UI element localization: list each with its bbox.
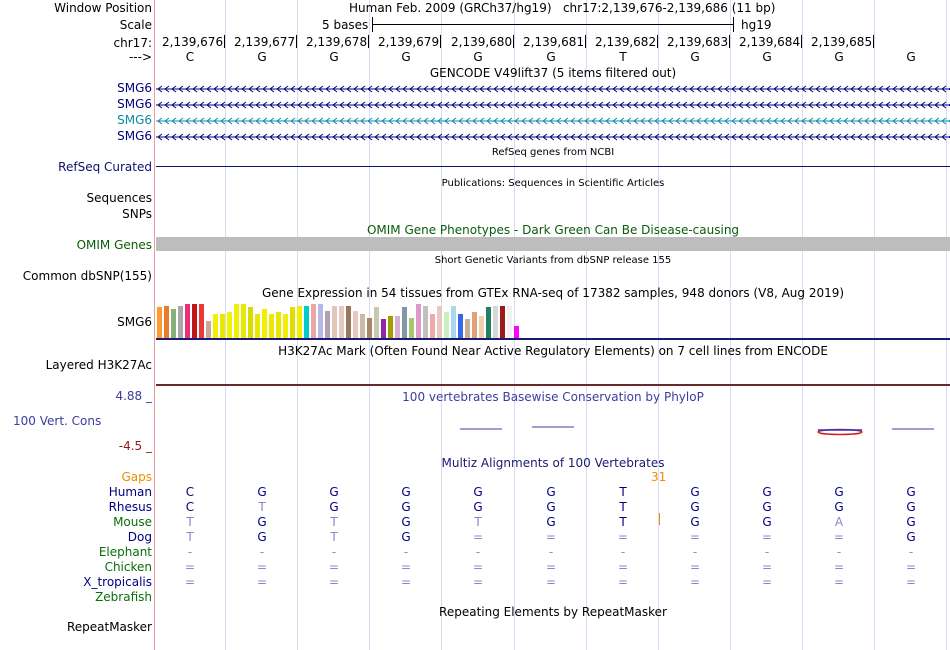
aligned-base: T [186,530,194,544]
gtex-tissue-bar[interactable] [493,306,498,338]
gtex-tissue-bar[interactable] [465,319,470,338]
gencode-gene-label[interactable]: SMG6 [117,113,152,127]
aligned-base: G [257,530,267,544]
gtex-tissue-bar[interactable] [206,321,211,338]
aligned-base: - [836,545,842,559]
gtex-tissue-bar[interactable] [353,311,358,338]
aligned-base: = [472,560,484,574]
aligned-base: G [401,500,411,514]
aligned-base: - [403,545,409,559]
gtex-tissue-bar[interactable] [220,314,225,338]
gtex-tissue-bar[interactable] [500,306,505,338]
aligned-base: - [187,545,193,559]
reference-base: T [619,50,627,64]
position-tick-mark [585,35,586,48]
gtex-tissue-bar[interactable] [269,314,274,338]
aligned-base: - [331,545,337,559]
aligned-base: G [762,500,772,514]
aligned-base: = [184,575,196,589]
gtex-tissue-bar[interactable] [423,306,428,338]
gtex-tissue-bar[interactable] [164,306,169,338]
gtex-tissue-bar[interactable] [234,304,239,338]
scale-label: Scale [119,18,152,32]
aligned-base: = [689,575,701,589]
gtex-tissue-bar[interactable] [472,312,477,338]
gtex-tissue-bar[interactable] [297,306,302,338]
refseq-gene-line[interactable] [156,166,950,167]
gtex-tissue-bar[interactable] [311,304,316,338]
gtex-tissue-bar[interactable] [178,306,183,338]
reference-base: C [185,50,195,64]
scale-bar-left-end [372,17,373,32]
gtex-baseline [156,338,950,340]
aligned-base: = [328,560,340,574]
aligned-base: = [545,560,557,574]
aligned-base: = [617,575,629,589]
omim-track-label[interactable]: OMIM Genes [76,238,152,252]
aligned-base: T [258,500,266,514]
aligned-base: = [400,560,412,574]
species-label[interactable]: Human [108,485,152,499]
gtex-tissue-bar[interactable] [388,316,393,338]
aligned-base: G [834,500,844,514]
aligned-base: = [184,560,196,574]
aligned-base: T [186,515,194,529]
gtex-tissue-bar[interactable] [395,316,400,338]
aligned-base: = [905,560,917,574]
repeatmasker-track-label[interactable]: RepeatMasker [66,620,152,634]
species-label[interactable]: Chicken [104,560,152,574]
gencode-gene-track[interactable] [156,82,950,96]
aligned-base: = [761,560,773,574]
aligned-base: - [620,545,626,559]
scale-text: 5 bases [322,18,369,32]
aligned-base: G [546,500,556,514]
gtex-gene-label[interactable]: SMG6 [117,315,152,329]
gtex-track-title: Gene Expression in 54 tissues from GTEx RNA-seq of 17382 samples, 948 donors (V8, Aug 2019) [261,286,845,300]
gtex-tissue-bar[interactable] [318,304,323,338]
position-tick-label: 2,139,684 [739,35,801,49]
gtex-tissue-bar[interactable] [227,312,232,338]
phylop-ymax-label: 4.88 _ [115,389,152,403]
h3k27ac-track-title: H3K27Ac Mark (Often Found Near Active Regulatory Elements) on 7 cell lines from ENCODE [278,344,828,358]
position-tick-label: 2,139,678 [306,35,368,49]
aligned-base: - [259,545,265,559]
gtex-tissue-bar[interactable] [171,309,176,338]
aligned-base: = [833,530,845,544]
aligned-base: = [833,575,845,589]
gencode-gene-label[interactable]: SMG6 [117,129,152,143]
aligned-base: = [400,575,412,589]
gencode-gene-track[interactable] [156,130,950,144]
gtex-tissue-bar[interactable] [360,314,365,338]
aligned-base: G [834,485,844,499]
position-tick-mark [729,35,730,48]
repeatmasker-track-title: Repeating Elements by RepeatMasker [439,605,667,619]
reference-base: G [546,50,556,64]
gene-arrow-line [156,130,950,144]
position-tick-label: 2,139,685 [811,35,873,49]
aligned-base: = [545,530,557,544]
aligned-base: G [401,515,411,529]
aligned-base: G [329,500,339,514]
aligned-base: = [545,575,557,589]
gtex-tissue-bar[interactable] [346,306,351,338]
gtex-tissue-bar[interactable] [248,307,253,338]
aligned-base: T [330,530,338,544]
aligned-base: T [330,515,338,529]
position-tick-label: 2,139,682 [595,35,657,49]
gtex-tissue-bar[interactable] [458,314,463,338]
aligned-base: G [690,485,700,499]
position-tick-mark [873,35,874,48]
aligned-base: = [905,575,917,589]
position-tick-mark [513,35,514,48]
reference-base: G [257,50,267,64]
aligned-base: G [401,530,411,544]
chrom-label: chr17: [113,36,152,50]
position-tick-mark [440,35,441,48]
reference-base: G [690,50,700,64]
aligned-base: G [906,515,916,529]
aligned-base: G [473,500,483,514]
gtex-tissue-bar[interactable] [192,304,197,338]
aligned-base: = [761,530,773,544]
aligned-base: G [473,485,483,499]
scale-assembly: hg19 [741,18,772,32]
aligned-base: A [834,515,844,529]
aligned-base: - [908,545,914,559]
gtex-tissue-bar[interactable] [241,304,246,338]
scale-bar [372,24,734,25]
position-tick-label: 2,139,680 [451,35,513,49]
gap-marker [659,513,660,525]
phylop-track-title: 100 vertebrates Basewise Conservation by PhyloP [402,390,704,404]
gtex-tissue-bar[interactable] [290,307,295,338]
aligned-base: = [833,560,845,574]
gencode-gene-track[interactable] [156,114,950,128]
gtex-tissue-bar[interactable] [402,307,407,338]
aligned-base: = [689,530,701,544]
aligned-base: G [257,485,267,499]
gencode-gene-track[interactable] [156,98,950,112]
aligned-base: G [257,515,267,529]
gtex-tissue-bar[interactable] [437,306,442,338]
aligned-base: G [906,485,916,499]
aligned-base: G [762,515,772,529]
snps-track-label[interactable]: SNPs [122,207,152,221]
gtex-tissue-bar[interactable] [157,307,162,338]
dbsnp-track-title: Short Genetic Variants from dbSNP release 155 [434,255,672,266]
aligned-base: - [475,545,481,559]
aligned-base: G [546,515,556,529]
reference-base: G [329,50,339,64]
position-tick-label: 2,139,681 [523,35,585,49]
reference-base: G [401,50,411,64]
species-label[interactable]: Rhesus [108,500,152,514]
position-tick-label: 2,139,683 [667,35,729,49]
aligned-base: = [472,575,484,589]
gtex-tissue-bar[interactable] [507,306,512,338]
gtex-tissue-bar[interactable] [381,319,386,338]
h3k27ac-track-label[interactable]: Layered H3K27Ac [45,358,152,372]
gtex-tissue-bar[interactable] [444,312,449,338]
publications-track-title: Publications: Sequences in Scientific Articles [441,178,665,189]
aligned-base: T [619,500,627,514]
gtex-tissue-bar[interactable] [409,318,414,338]
reference-base: G [906,50,916,64]
species-label[interactable]: X_tropicalis [83,575,152,589]
gtex-tissue-bar[interactable] [479,316,484,338]
gtex-tissue-bar[interactable] [304,306,309,338]
aligned-base: C [185,485,195,499]
aligned-base: T [619,515,627,529]
gtex-tissue-bar[interactable] [185,304,190,338]
gene-arrow-line [156,98,950,112]
aligned-base: = [256,575,268,589]
reference-base: G [834,50,844,64]
gtex-tissue-bar[interactable] [451,306,456,338]
gtex-tissue-bar[interactable] [486,307,491,338]
position-tick-mark [801,35,802,48]
aligned-base: = [617,560,629,574]
gtex-tissue-bar[interactable] [374,307,379,338]
position-tick-mark [368,35,369,48]
gencode-gene-label[interactable]: SMG6 [117,81,152,95]
aligned-base: C [185,500,195,514]
species-label[interactable]: Zebrafish [95,590,152,604]
aligned-base: - [764,545,770,559]
gtex-tissue-bar[interactable] [367,318,372,338]
gtex-tissue-bar[interactable] [416,304,421,338]
gtex-tissue-bar[interactable] [325,311,330,338]
position-tick-mark [224,35,225,48]
dbsnp-track-label[interactable]: Common dbSNP(155) [22,269,152,283]
window-position-value: Human Feb. 2009 (GRCh37/hg19) chr17:2,139,676-2,139,686 (11 bp) [349,1,776,15]
aligned-base: = [689,560,701,574]
species-label[interactable]: Mouse [113,515,152,529]
window-position-label: Window Position [54,1,152,15]
omim-track-title: OMIM Gene Phenotypes - Dark Green Can Be Disease-causing [366,223,740,237]
aligned-base: T [619,485,627,499]
gencode-track-title: GENCODE V49lift37 (5 items filtered out) [429,66,677,80]
aligned-base: - [692,545,698,559]
multiz-track-title: Multiz Alignments of 100 Vertebrates [441,456,665,470]
track-label-divider [154,0,155,650]
gencode-gene-label[interactable]: SMG6 [117,97,152,111]
position-tick-mark [657,35,658,48]
refseq-track-label[interactable]: RefSeq Curated [58,160,152,174]
gene-arrow-line [156,114,950,128]
aligned-base: G [401,485,411,499]
aligned-base: = [761,575,773,589]
gtex-tissue-bar[interactable] [262,309,267,338]
gtex-tissue-bar[interactable] [283,314,288,338]
aligned-base: = [472,530,484,544]
gtex-tissue-bar[interactable] [255,314,260,338]
aligned-base: G [906,530,916,544]
species-label[interactable]: Elephant [98,545,152,559]
position-tick-mark [296,35,297,48]
gtex-bar-chart[interactable] [156,300,556,338]
gtex-tissue-bar[interactable] [213,314,218,338]
aligned-base: G [690,500,700,514]
aligned-base: G [329,485,339,499]
position-tick-label: 2,139,677 [234,35,296,49]
aligned-base: = [328,575,340,589]
position-tick-label: 2,139,676 [162,35,224,49]
gtex-tissue-bar[interactable] [199,304,204,338]
phylop-ymin-label: -4.5 _ [118,439,152,453]
gtex-tissue-bar[interactable] [339,306,344,338]
aligned-base: = [617,530,629,544]
gtex-tissue-bar[interactable] [430,314,435,338]
scale-bar-right-end [733,17,734,32]
refseq-track-title: RefSeq genes from NCBI [491,147,615,158]
position-tick-label: 2,139,679 [378,35,440,49]
h3k27ac-baseline [156,384,950,386]
gtex-tissue-bar[interactable] [276,312,281,338]
aligned-base: = [256,560,268,574]
aligned-base: G [546,485,556,499]
aligned-base: G [690,515,700,529]
gaps-label: Gaps [121,470,152,484]
species-label[interactable]: Dog [127,530,152,544]
omim-gene-bar[interactable] [156,237,950,251]
phylop-signal[interactable] [156,420,950,440]
aligned-base: G [762,485,772,499]
gtex-tissue-bar[interactable] [332,306,337,338]
aligned-base: G [906,500,916,514]
phylop-track-label[interactable]: 100 Vert. Cons [13,414,102,428]
reference-base: G [762,50,772,64]
aligned-base: T [474,515,482,529]
reference-base: G [473,50,483,64]
gtex-tissue-bar[interactable] [514,326,519,338]
aligned-base: - [548,545,554,559]
gene-arrow-line [156,82,950,96]
strand-direction-label: ---> [128,50,152,64]
sequences-track-label[interactable]: Sequences [86,191,152,205]
gap-count: 31 [651,470,667,484]
